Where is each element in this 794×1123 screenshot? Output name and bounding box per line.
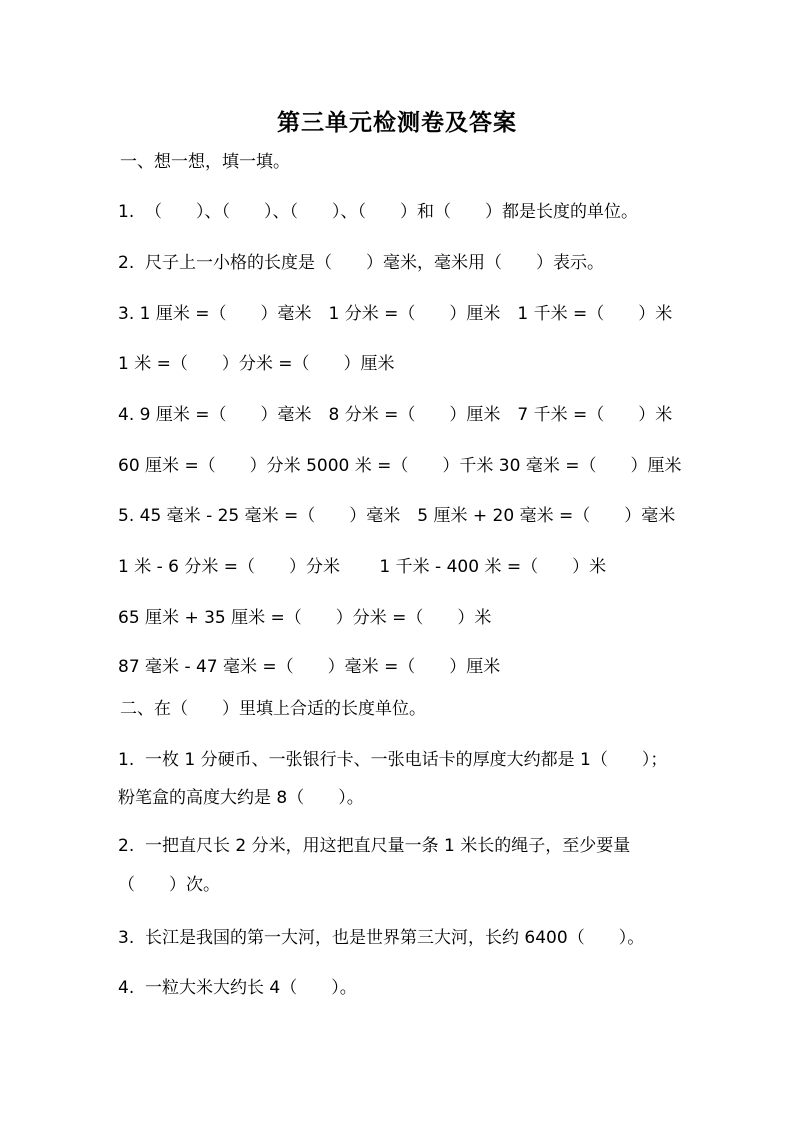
question-line: 2. 尺子上一小格的长度是（ ）毫米，毫米用（ ）表示。	[118, 253, 605, 273]
question-line: 2. 一把直尺长 2 分米，用这把直尺量一条 1 米长的绳子，至少要量	[118, 836, 631, 856]
question-line: 5. 45 毫米 - 25 毫米 =（ ）毫米 5 厘米 + 20 毫米 =（ ）毫米	[118, 506, 676, 526]
question-line: 1 米 =（ ）分米 =（ ）厘米	[118, 354, 395, 374]
question-line: 4. 9 厘米 =（ ）毫米 8 分米 =（ ）厘米 7 千米 =（ ）米	[118, 405, 673, 425]
question-line: 1. （ ）、（ ）、（ ）、（ ）和（ ）都是长度的单位。	[118, 202, 639, 222]
question-line: 3. 1 厘米 =（ ）毫米 1 分米 =（ ）厘米 1 千米 =（ ）米	[118, 304, 673, 324]
question-line: （ ）次。	[118, 875, 220, 895]
question-line: 1 米 - 6 分米 =（ ）分米 1 千米 - 400 米 =（ ）米	[118, 557, 607, 577]
question-line: 65 厘米 + 35 厘米 =（ ）分米 =（ ）米	[118, 608, 492, 628]
section-heading-1: 一、想一想，填一填。	[120, 152, 290, 172]
question-line: 1. 一枚 1 分硬币、一张银行卡、一张电话卡的厚度大约都是 1（ ）；	[118, 750, 668, 770]
question-line: 3. 长江是我国的第一大河，也是世界第三大河，长约 6400（ ）。	[118, 928, 645, 948]
question-line: 4. 一粒大米大约长 4（ ）。	[118, 978, 357, 998]
question-line: 60 厘米 =（ ）分米 5000 米 =（ ）千米 30 毫米 =（ ）厘米	[118, 456, 682, 476]
page-title: 第三单元检测卷及答案	[277, 110, 517, 136]
section-heading-2: 二、在（ ）里填上合适的长度单位。	[120, 699, 426, 719]
question-line: 粉笔盒的高度大约是 8（ ）。	[118, 788, 364, 808]
question-line: 87 毫米 - 47 毫米 =（ ）毫米 =（ ）厘米	[118, 657, 501, 677]
